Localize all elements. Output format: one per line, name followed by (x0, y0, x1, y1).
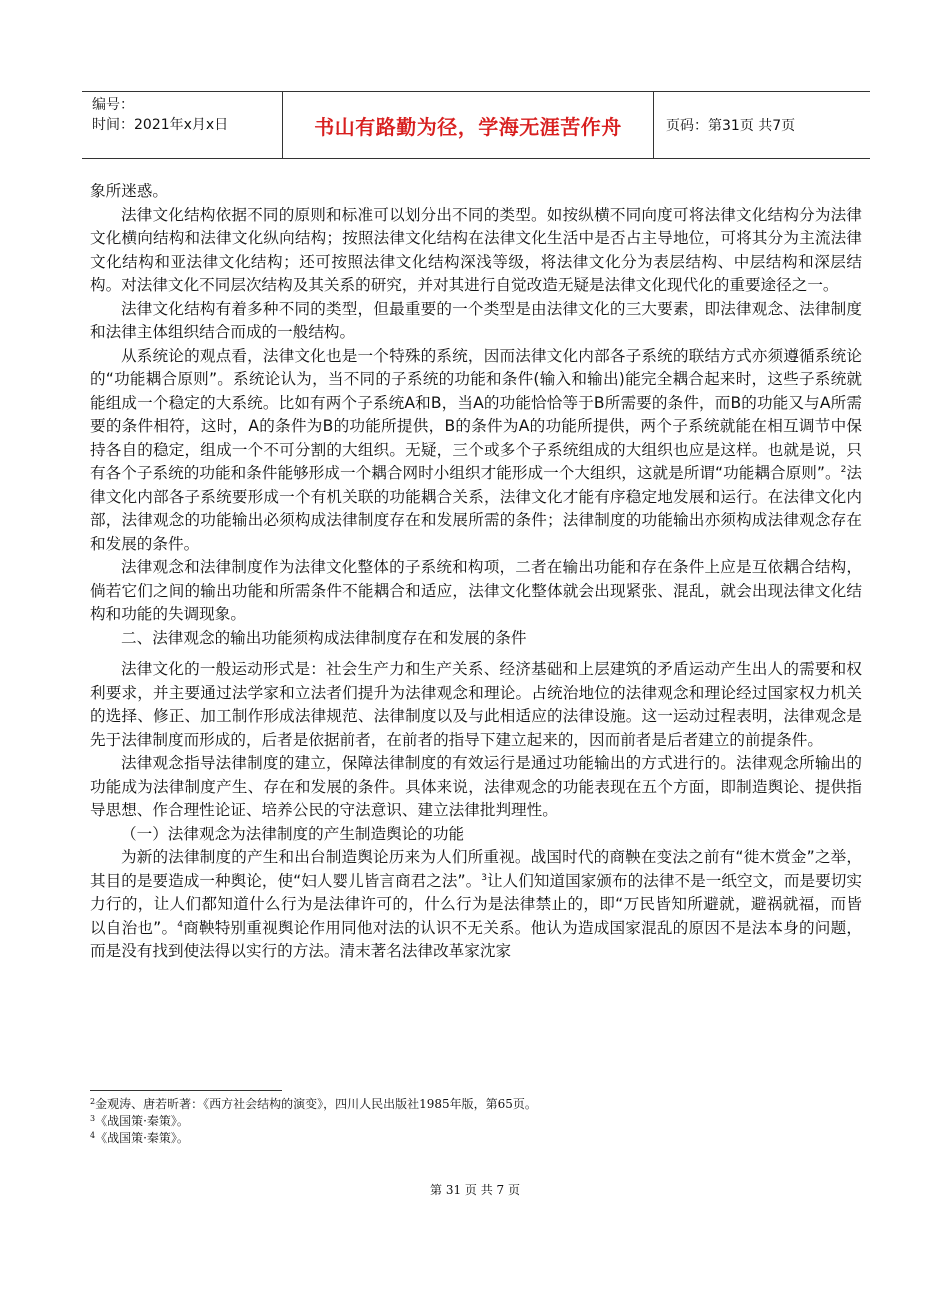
footnote-separator (90, 1090, 282, 1091)
paragraph: 法律文化的一般运动形式是：社会生产力和生产关系、经济基础和上层建筑的矛盾运动产生出人的需要和权利要求，并主要通过法学家和立法者们提升为法律观念和理论。占统治地位的法律观念和理论经过国家权力机关的选择、修正、加工制作形成法律规范、法律制度以及与此相适应的法律设施。这一运动过程表明，法律观念是先于法律制度而形成的，后者是依据前者，在前者的指导下建立起来的，因而前者是后者建立的前提条件。 (90, 660, 862, 749)
footnote-mark: 3 (90, 1114, 96, 1123)
paragraph-text: 从系统论的观点看，法律文化也是一个特殊的系统，因而法律文化内部各子系统的联结方式亦须遵循系统论的“功能耦合原则”。系统论认为，当不同的子系统的功能和条件(输入和输出)能完全耦合起来时，这些子系统就能组成一个稳定的大系统。比如有两个子系统A和B，当A的功能恰恰等于B所需要的条件，而B的功能又与A所需要的条件相符，这时，A的条件为B的功能所提供，B的条件为A的功能所提供，两个子系统就能在相互调节中保持各自的稳定，组成一个不可分割的大组织。无疑，三个或多个子系统组成的大组织也应是这样。也就是说，只有各个子系统的功能和条件能够形成一个耦合网时小组织才能形成一个大组织，这就是所谓“功能耦合原则”。 (90, 346, 862, 482)
footnote-ref: 3 (481, 872, 487, 883)
footnotes (90, 1096, 862, 1147)
paragraph: 法律文化结构有着多种不同的类型，但最重要的一个类型是由法律文化的三大要素，即法律观念、法律制度和法律主体组织结合而成的一般结构。 (90, 299, 862, 341)
paragraph-text: 法律文化内部各子系统要形成一个有机关联的功能耦合关系，法律文化才能有序稳定地发展和运行。在法律文化内部，法律观念的功能输出必须构成法律制度存在和发展所需的条件；法律制度的功能输出亦须构成法律观念存在和发展的条件。 (90, 464, 862, 553)
paragraph-text: 商鞅特别重视舆论作用同他对法的认识不无关系。他认为造成国家混乱的原因不是法本身的问题，而是没有找到使法得以实行的方法。清末著名法律改革家沈家 (90, 918, 862, 960)
footnote-ref: 4 (177, 919, 183, 930)
footnote-text: 金观涛、唐若昕著：《西方社会结构的演变》，四川人民出版社1985年版，第65页。 (95, 1097, 537, 1111)
date-label: 时间：2021年x月x日 (92, 117, 229, 133)
header-page-cell (654, 92, 870, 158)
header-motto-cell (282, 92, 654, 158)
header-table (82, 91, 870, 159)
motto-text: 书山有路勤为径，学海无涯苦作舟 (314, 114, 622, 139)
page-label: 页码：第31页 共7页 (666, 118, 796, 134)
footnote-mark: 4 (90, 1131, 96, 1140)
footnote-text: 《战国策·秦策》。 (95, 1131, 189, 1145)
paragraph (90, 846, 862, 964)
section-heading: 二、法律观念的输出功能须构成法律制度存在和发展的条件 (121, 628, 527, 647)
subsection-heading: （一）法律观念为法律制度的产生制造舆论的功能 (121, 824, 465, 843)
paragraph: 法律文化结构依据不同的原则和标准可以划分出不同的类型。如按纵横不同向度可将法律文化结构分为法律文化横向结构和法律文化纵向结构；按照法律文化结构在法律文化生活中是否占主导地位，可将其分为主流法律文化结构和亚法律文化结构；还可按照法律文化结构深浅等级，将法律文化分为表层结构、中层结构和深层结构。对法律文化不同层次结构及其关系的研究，并对其进行自觉改造无疑是法律文化现代化的重要途径之一。 (90, 205, 862, 294)
footnote (90, 1113, 862, 1130)
paragraph-text: 为新的法律制度的产生和出台制造舆论历来为人们所重视。战国时代的商鞅在变法之前有“徙木赏金”之举，其目的是要造成一种舆论，使“妇人婴儿皆言商君之法”。 (90, 848, 862, 890)
paragraph: 象所迷惑。 (90, 182, 168, 200)
paragraph: 法律观念和法律制度作为法律文化整体的子系统和构项，二者在输出功能和存在条件上应是互依耦合结构，倘若它们之间的输出功能和所需条件不能耦合和适应，法律文化整体就会出现紧张、混乱，就会出现法律文化结构和功能的失调现象。 (90, 558, 862, 623)
number-label: 编号： (92, 97, 134, 113)
footnote (90, 1130, 862, 1147)
page-footer: 第 31 页 共 7 页 (430, 1183, 520, 1197)
footnote-text: 《战国策·秦策》。 (95, 1114, 189, 1128)
paragraph: 法律观念指导法律制度的建立，保障法律制度的有效运行是通过功能输出的方式进行的。法律观念所输出的功能成为法律制度产生、存在和发展的条件。具体来说，法律观念的功能表现在五个方面，即制造舆论、提供指导思想、作合理性论证、培养公民的守法意识、建立法律批判理性。 (90, 754, 862, 819)
header-info-cell (82, 92, 282, 158)
body-text (90, 180, 862, 964)
footnote (90, 1096, 862, 1113)
footnote-mark: 2 (90, 1097, 96, 1106)
footnote-ref: 2 (840, 465, 847, 475)
paragraph (90, 345, 862, 557)
paragraph-text: 让人们知道国家颁布的法律不是一纸空文，而是要切实力行的，让人们都知道什么行为是法律许可的，什么行为是法律禁止的，即“万民皆知所避就，避祸就福，而皆以自治也”。 (90, 871, 862, 937)
